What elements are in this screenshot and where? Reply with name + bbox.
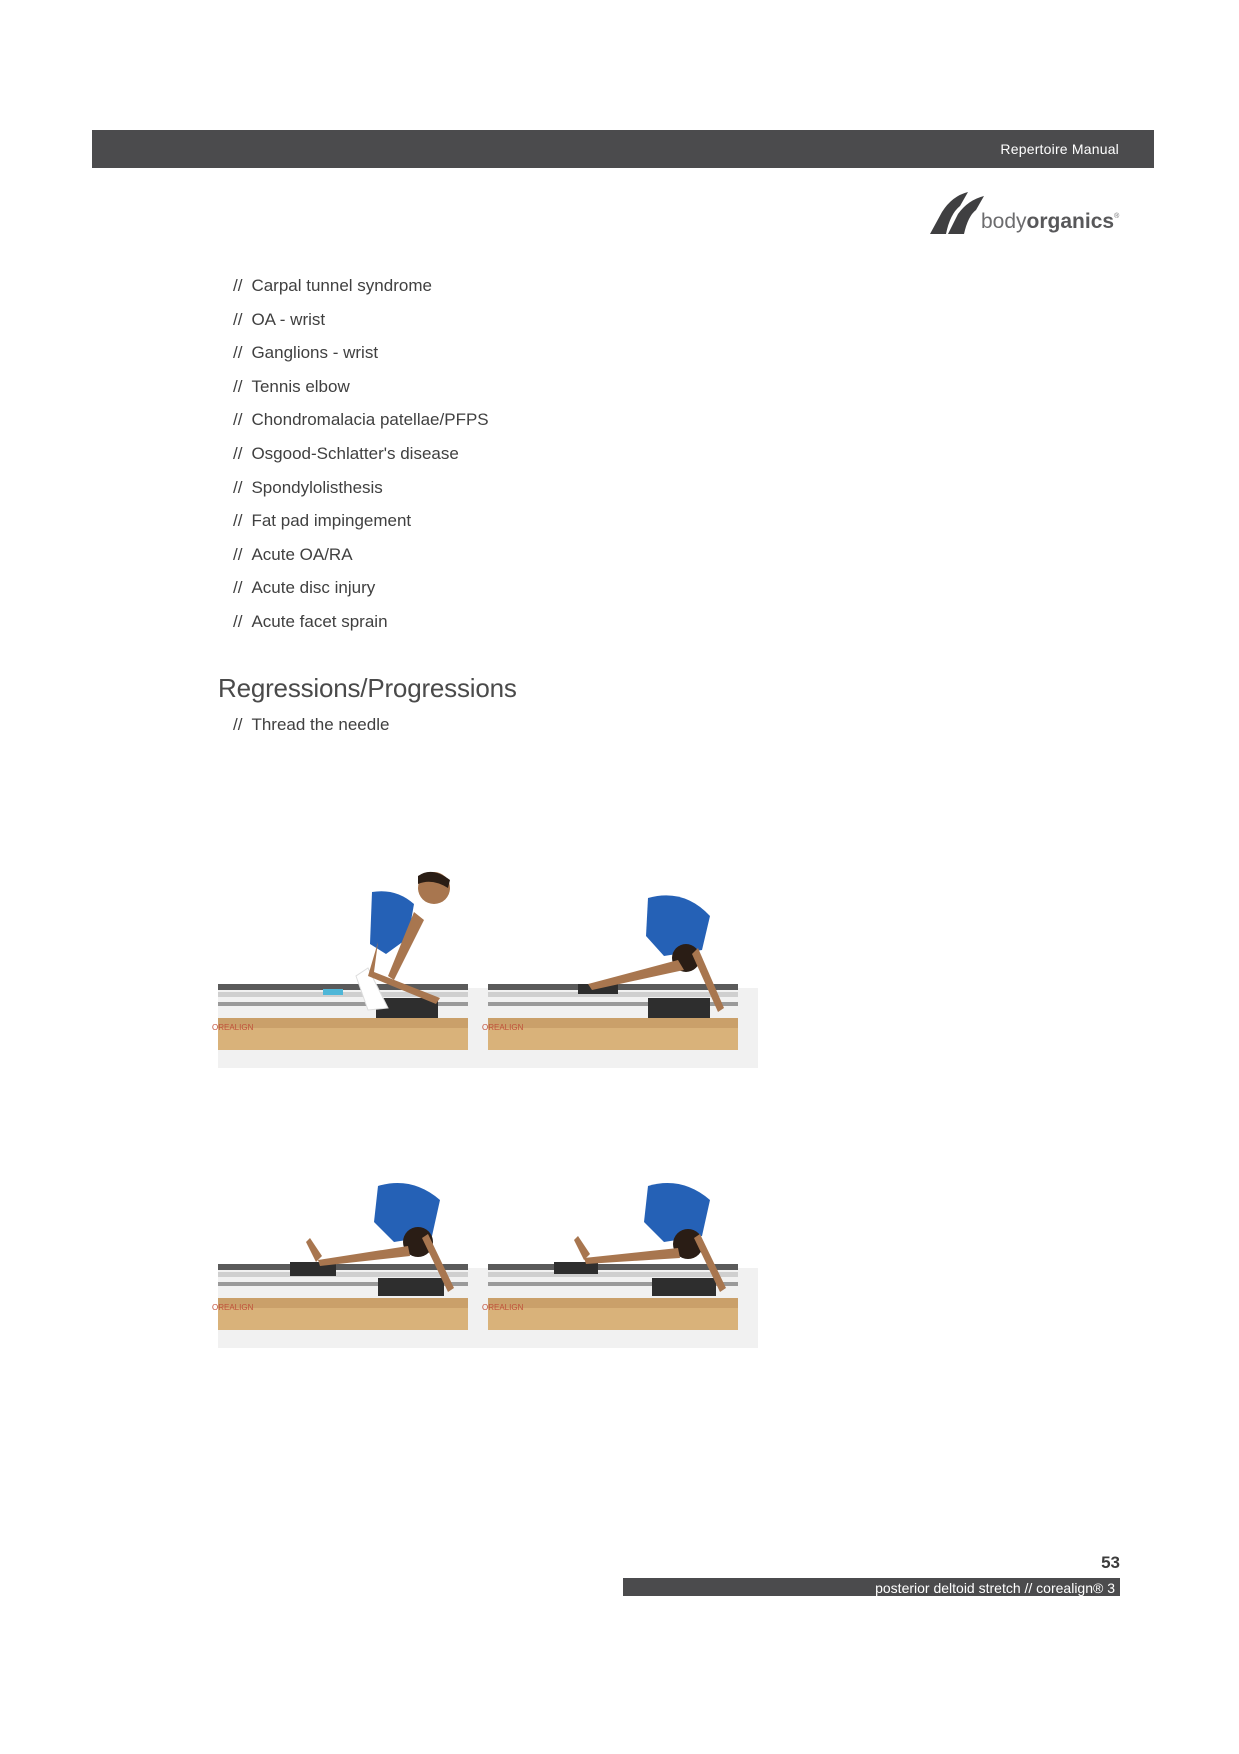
- list-item: [233, 343, 489, 377]
- logo-text-organics: organics: [1026, 210, 1115, 233]
- exercise-photo-4-illustration: [482, 1138, 758, 1348]
- bullet-slash: //: [233, 544, 243, 564]
- list-item: [233, 612, 489, 646]
- brand-label: OREALIGN: [212, 1023, 254, 1032]
- list-item: [233, 511, 489, 545]
- logo-text-body: body: [981, 210, 1027, 233]
- exercise-photo-1: [212, 858, 488, 1068]
- list-item-text: Tennis elbow: [251, 376, 350, 396]
- list-item-text: Acute OA/RA: [251, 544, 353, 564]
- exercise-photo-1-illustration: [212, 858, 488, 1068]
- header-title: Repertoire Manual: [1000, 141, 1119, 157]
- list-item: [233, 545, 489, 579]
- page-number: 53: [1101, 1553, 1120, 1572]
- list-item-text: Carpal tunnel syndrome: [251, 276, 432, 295]
- bullet-slash: //: [233, 715, 243, 734]
- exercise-photo-4: [482, 1138, 758, 1348]
- list-item: [233, 377, 489, 411]
- bullet-slash: //: [233, 309, 243, 329]
- exercise-photo-2: [482, 858, 758, 1068]
- list-item: [233, 478, 489, 512]
- exercise-photo-3: [212, 1138, 488, 1348]
- bullet-slash: //: [233, 343, 243, 363]
- list-item: [233, 444, 489, 478]
- logo-registered-mark: ®: [1114, 213, 1120, 220]
- list-item: [233, 578, 489, 612]
- list-item: [233, 715, 389, 735]
- exercise-photo-2-illustration: [482, 858, 758, 1068]
- list-item: [233, 310, 489, 344]
- contraindications-list: [233, 276, 489, 646]
- bullet-slash: //: [233, 578, 243, 598]
- list-item-text: Acute disc injury: [251, 578, 376, 598]
- header-bar: [92, 130, 1154, 168]
- list-item-text: Osgood-Schlatter's disease: [251, 443, 459, 463]
- bullet-slash: //: [233, 410, 243, 430]
- footer-caption: posterior deltoid stretch // corealign® 3: [875, 1580, 1115, 1596]
- bullet-slash: //: [233, 511, 243, 531]
- footer-bar: [623, 1578, 1120, 1596]
- bullet-slash: //: [233, 376, 243, 396]
- exercise-photo-3-illustration: [212, 1138, 488, 1348]
- brand-label: OREALIGN: [482, 1303, 524, 1312]
- list-item-text: Acute facet sprain: [251, 611, 388, 631]
- list-item-text: Spondylolisthesis: [251, 477, 383, 497]
- brand-label: OREALIGN: [212, 1303, 254, 1312]
- list-item-text: Fat pad impingement: [251, 511, 412, 531]
- list-item-text: OA - wrist: [251, 309, 326, 329]
- list-item-text: Chondromalacia patellae/PFPS: [251, 410, 489, 430]
- brand-logo: [928, 188, 1118, 238]
- regressions-list: [233, 715, 389, 735]
- section-heading-regressions: Regressions/Progressions: [218, 673, 517, 703]
- brand-label: OREALIGN: [482, 1023, 524, 1032]
- list-item-text: Ganglions - wrist: [251, 343, 379, 363]
- logo-wordmark: [981, 210, 1119, 234]
- bullet-slash: //: [233, 443, 243, 463]
- list-item: [233, 410, 489, 444]
- bullet-slash: //: [233, 611, 243, 631]
- bullet-slash: //: [233, 477, 243, 497]
- list-item: [233, 276, 489, 310]
- bullet-slash: //: [233, 276, 243, 295]
- list-item-text: Thread the needle: [251, 715, 390, 734]
